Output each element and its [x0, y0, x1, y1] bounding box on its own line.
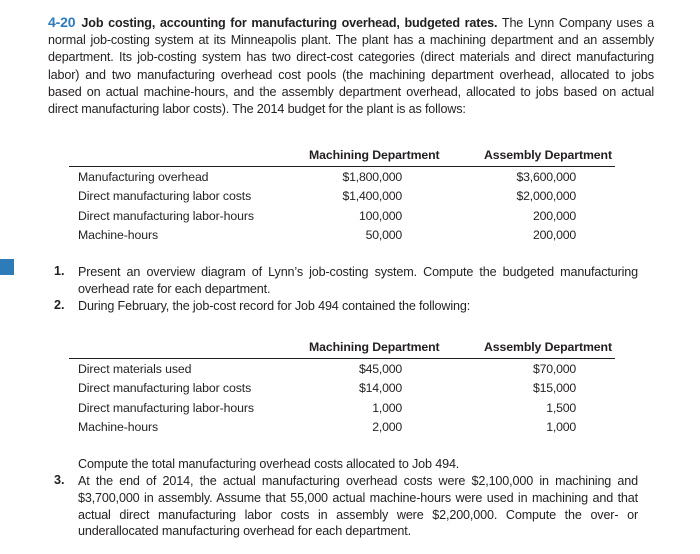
question-2-text: During February, the job-cost record for Job 494 contained the following: [78, 299, 471, 313]
table1-top-rule [69, 166, 615, 167]
problem-title: Job costing, accounting for manufacturing overhead, budgeted rates. [81, 16, 498, 30]
table2-cell: 1,000 [372, 401, 402, 415]
table1-cell: 200,000 [532, 209, 576, 223]
question-2-followup-text: Compute the total manufacturing overhead costs allocated to Job 494. [78, 457, 460, 471]
problem-body: The Lynn Company uses a normal job-costing system at its Minneapolis plant. The plant has a machining department and an assembly department. Its job-costing system has two direct-cost categories (direct materials and direct manufacturing labor) and two manufacturing overhead cost pools (the machining department overhead, allocated to jobs based on actual machine-hours, and the assembly department overhead, allocated to jobs based on actual direct manufacturing labor costs). The 2014 budget for the plant is as follows: [48, 16, 655, 117]
table1-header-machining: Machining Department [309, 148, 440, 162]
question-3-number: 3. [54, 473, 65, 487]
table1-cell: $1,400,000 [342, 189, 402, 203]
table1-row-label: Manufacturing overhead [78, 170, 209, 184]
table1-header-assembly: Assembly Department [484, 148, 612, 162]
table1-row-label: Direct manufacturing labor costs [78, 189, 252, 203]
table1-row-label: Machine-hours [78, 228, 159, 242]
question-1-number: 1. [54, 264, 65, 278]
question-2-number: 2. [54, 298, 65, 312]
table2-cell: $45,000 [358, 362, 402, 376]
table1-cell: $2,000,000 [516, 189, 576, 203]
table1-row-label: Direct manufacturing labor-hours [78, 209, 254, 223]
table2-row-label: Machine-hours [78, 420, 159, 434]
table1-cell: $3,600,000 [516, 170, 576, 184]
table2-cell: $70,000 [532, 362, 576, 376]
question-3-text: At the end of 2014, the actual manufacturing overhead costs were $2,100,000 in machining and $3,700,000 in assembly. Assume that 55,000 actual machine-hours were used in machining and that actual direct manufacturing labor costs in assembly were $2,200,000. Compute the over- or underallocated manufacturing overhead for each department. [78, 474, 638, 539]
table2-cell: 1,500 [546, 401, 576, 415]
table1-cell: $1,800,000 [342, 170, 402, 184]
table2-header-assembly: Assembly Department [484, 340, 612, 354]
question-1-text: Present an overview diagram of Lynn’s job-costing system. Compute the budgeted manufacturing overhead rate for each department. [78, 265, 638, 296]
section-marker [0, 259, 14, 275]
table2-row-label: Direct materials used [78, 362, 192, 376]
table2-cell: 2,000 [372, 420, 402, 434]
table2-row-label: Direct manufacturing labor-hours [78, 401, 254, 415]
table2-cell: $15,000 [532, 381, 576, 395]
table2-cell: 1,000 [546, 420, 576, 434]
problem-statement [48, 14, 654, 118]
problem-number: 4-20 [48, 14, 76, 30]
table2-cell: $14,000 [358, 381, 402, 395]
table2-top-rule [69, 358, 615, 359]
table1-cell: 200,000 [532, 228, 576, 242]
table2-header-machining: Machining Department [309, 340, 440, 354]
table1-cell: 50,000 [365, 228, 402, 242]
table2-row-label: Direct manufacturing labor costs [78, 381, 252, 395]
table1-cell: 100,000 [358, 209, 402, 223]
